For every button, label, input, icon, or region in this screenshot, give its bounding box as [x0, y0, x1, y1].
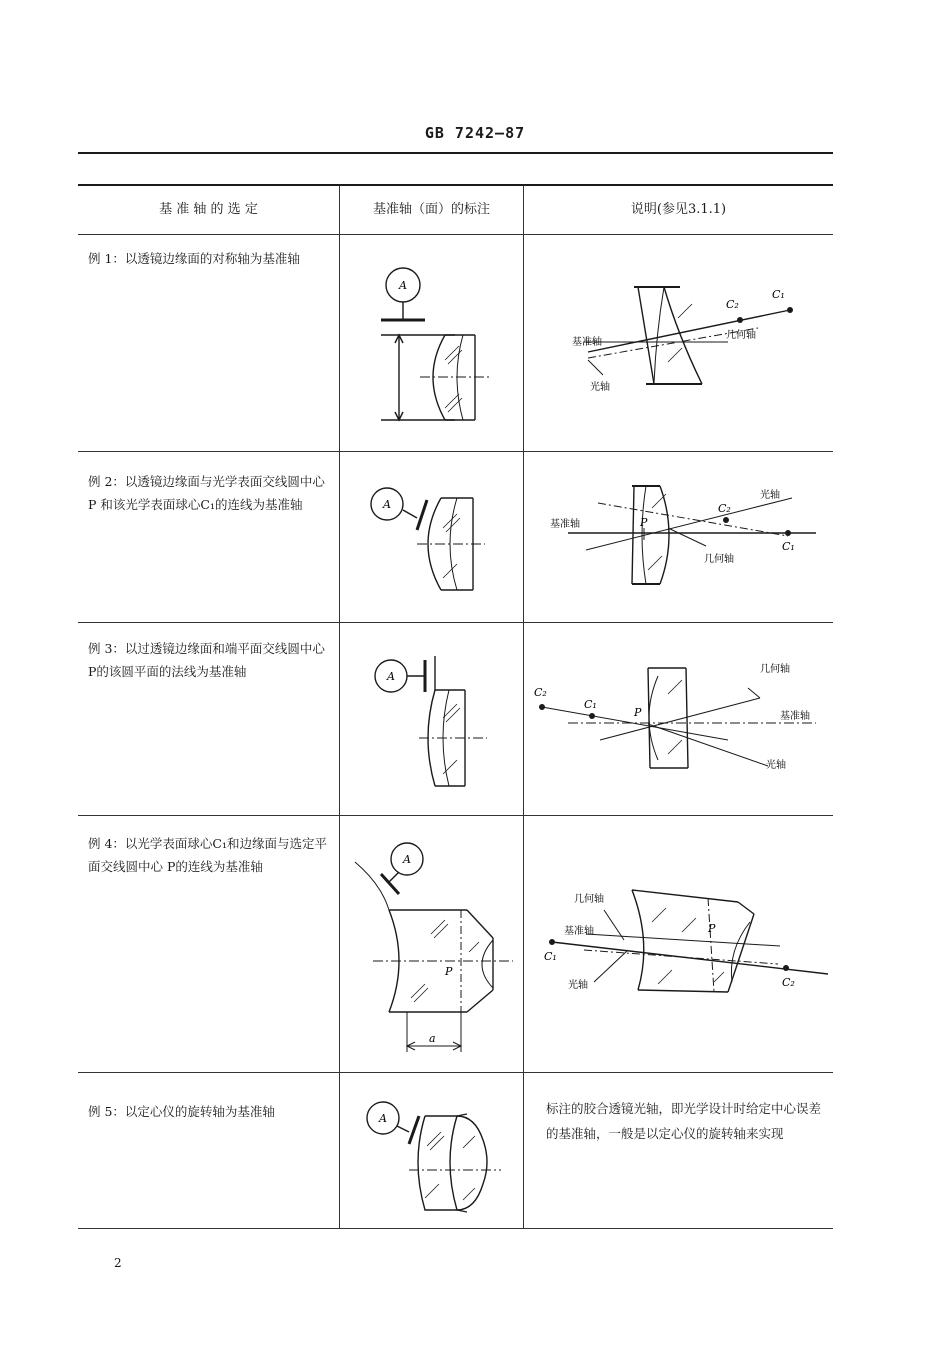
- geometric-axis-label: 几何轴: [574, 894, 604, 905]
- example-4-text: 例 4：以光学表面球心C₁和边缘面与选定平面交线圆中心 P的连线为基准轴: [88, 836, 328, 874]
- c1-label: C₁: [544, 950, 557, 963]
- datum-letter-label: A: [403, 853, 411, 866]
- datum-letter-label: A: [383, 498, 391, 511]
- row-divider-2: [78, 622, 833, 623]
- datum-letter-label: A: [379, 1112, 387, 1125]
- geometric-axis-label: 几何轴: [704, 554, 734, 565]
- dim-a-label: a: [429, 1032, 436, 1045]
- p-label: P: [634, 706, 642, 719]
- example-3-explanation-figure: [528, 628, 828, 810]
- example-5-text: 例 5：以定心仪的旋转轴为基准轴: [88, 1104, 275, 1119]
- datum-letter-label: A: [387, 670, 395, 683]
- datum-letter-label: A: [399, 279, 407, 292]
- example-4-explanation-figure: [528, 822, 828, 1066]
- datum-axis-label: 基准轴: [550, 519, 580, 530]
- example-5-note: 标注的胶合透镜光轴，即光学设计时给定中心误差的基准轴，一般是以定心仪的旋转轴来实现: [546, 1101, 822, 1141]
- row-divider-4: [78, 1072, 833, 1073]
- datum-axis-label: 基准轴: [564, 926, 594, 937]
- header-rule: [78, 152, 833, 154]
- c2-label: C₂: [726, 298, 739, 311]
- datum-axis-label: 基准轴: [780, 711, 810, 722]
- optical-axis-label: 光轴: [766, 760, 786, 771]
- c1-label: C₁: [772, 288, 785, 301]
- page-number: 2: [114, 1256, 122, 1270]
- example-3-text: 例 3：以过透镜边缘面和端平面交线圆中心 P的该圆平面的法线为基准轴: [88, 641, 325, 679]
- column-divider-2: [523, 185, 524, 1228]
- p-label: P: [708, 922, 716, 935]
- c1-label: C₁: [782, 540, 795, 553]
- p-label: P: [640, 516, 648, 529]
- example-2-explanation-figure: [528, 458, 828, 618]
- column-divider-1: [339, 185, 340, 1228]
- p-label: P: [445, 965, 453, 978]
- example-2-text: 例 2：以透镜边缘面与光学表面交线圆中心 P 和该光学表面球心C₁的连线为基准轴: [88, 474, 325, 512]
- example-1-annotation-figure: [345, 240, 520, 445]
- table-bottom-rule: [78, 1228, 833, 1229]
- example-2-annotation-figure: [345, 458, 520, 618]
- column-header-explanation: 说明(参见3.1.1): [630, 202, 727, 217]
- c2-label: C₂: [782, 976, 795, 989]
- c2-label: C₂: [534, 686, 547, 699]
- column-header-annotation: 基准轴（面）的标注: [372, 202, 490, 217]
- table-head-rule: [78, 234, 833, 235]
- row-divider-3: [78, 815, 833, 816]
- column-header-selection: 基 准 轴 的 选 定: [159, 202, 258, 217]
- geometric-axis-label: 几何轴: [726, 330, 756, 341]
- optical-axis-label: 光轴: [590, 382, 610, 393]
- row-divider-1: [78, 451, 833, 452]
- example-5-annotation-figure: [345, 1080, 520, 1224]
- c1-label: C₁: [584, 698, 597, 711]
- example-1-text: 例 1：以透镜边缘面的对称轴为基准轴: [88, 251, 300, 266]
- geometric-axis-label: 几何轴: [760, 664, 790, 675]
- example-1-explanation-figure: [528, 240, 828, 445]
- example-4-annotation-figure: [345, 822, 520, 1066]
- datum-axis-label: 基准轴: [572, 337, 602, 348]
- standard-number: GB 7242—87: [424, 124, 526, 142]
- optical-axis-label: 光轴: [760, 490, 780, 501]
- optical-axis-label: 光轴: [568, 980, 588, 991]
- c2-label: C₂: [718, 502, 731, 515]
- example-3-annotation-figure: [345, 628, 520, 810]
